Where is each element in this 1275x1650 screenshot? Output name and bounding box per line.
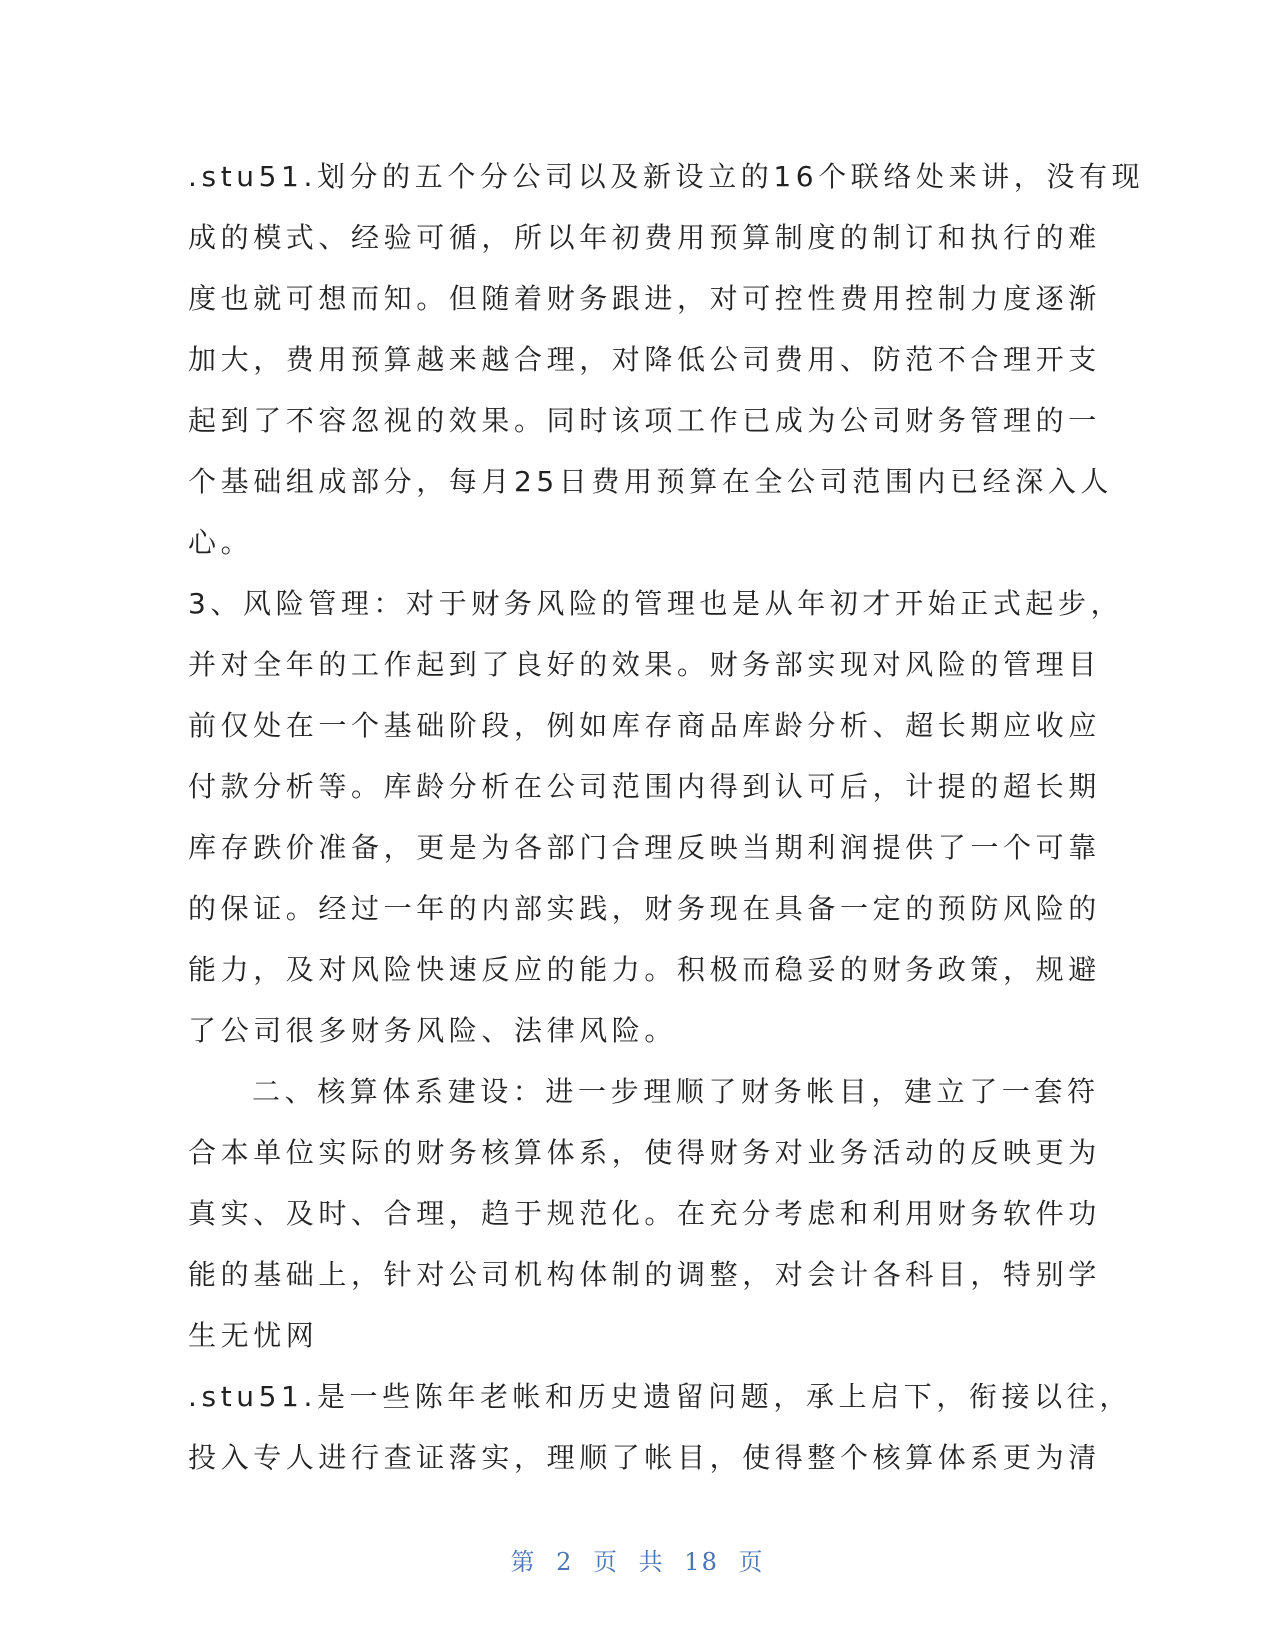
section-heading-line: 二、核算体系建设：进一步理顺了财务帐目，建立了一套符 xyxy=(252,1075,1100,1108)
text-line: 并对全年的工作起到了良好的效果。财务部实现对风险的管理目 xyxy=(188,648,1101,681)
page-number-footer: 第 2 页 共 18 页 xyxy=(510,1548,765,1576)
text-line: 成的模式、经验可循，所以年初费用预算制度的制订和执行的难 xyxy=(188,221,1101,254)
text-line: 生无忧网 xyxy=(188,1319,319,1352)
text-line: .stu51.划分的五个分公司以及新设立的16个联络处来讲，没有现 xyxy=(188,160,1145,193)
text-line: 能力，及对风险快速反应的能力。积极而稳妥的财务政策，规避 xyxy=(188,953,1101,986)
text-line: 了公司很多财务风险、法律风险。 xyxy=(188,1014,678,1047)
text-line: 合本单位实际的财务核算体系，使得财务对业务活动的反映更为 xyxy=(188,1136,1101,1169)
text-line: 前仅处在一个基础阶段，例如库存商品库龄分析、超长期应收应 xyxy=(188,709,1101,742)
text-line: 起到了不容忽视的效果。同时该项工作已成为公司财务管理的一 xyxy=(188,404,1101,437)
text-line: 能的基础上，针对公司机构体制的调整，对会计各科目，特别学 xyxy=(188,1258,1101,1291)
text-line: 投入专人进行查证落实，理顺了帐目，使得整个核算体系更为清 xyxy=(188,1441,1101,1474)
text-line: 3、风险管理：对于财务风险的管理也是从年初才开始正式起步， xyxy=(188,587,1124,620)
text-line: .stu51.是一些陈年老帐和历史遗留问题，承上启下，衔接以往， xyxy=(188,1380,1132,1413)
text-line: 心。 xyxy=(188,526,254,559)
text-line: 付款分析等。库龄分析在公司范围内得到认可后，计提的超长期 xyxy=(188,770,1101,803)
text-line: 个基础组成部分，每月25日费用预算在全公司范围内已经深入人 xyxy=(188,465,1114,498)
body-text xyxy=(188,146,1145,1488)
text-line: 真实、及时、合理，趋于规范化。在充分考虑和利用财务软件功 xyxy=(188,1197,1101,1230)
text-line: 库存跌价准备，更是为各部门合理反映当期利润提供了一个可靠 xyxy=(188,831,1101,864)
text-line: 加大，费用预算越来越合理，对降低公司费用、防范不合理开支 xyxy=(188,343,1101,376)
text-line: 的保证。经过一年的内部实践，财务现在具备一定的预防风险的 xyxy=(188,892,1101,925)
text-line: 度也就可想而知。但随着财务跟进，对可控性费用控制力度逐渐 xyxy=(188,282,1101,315)
